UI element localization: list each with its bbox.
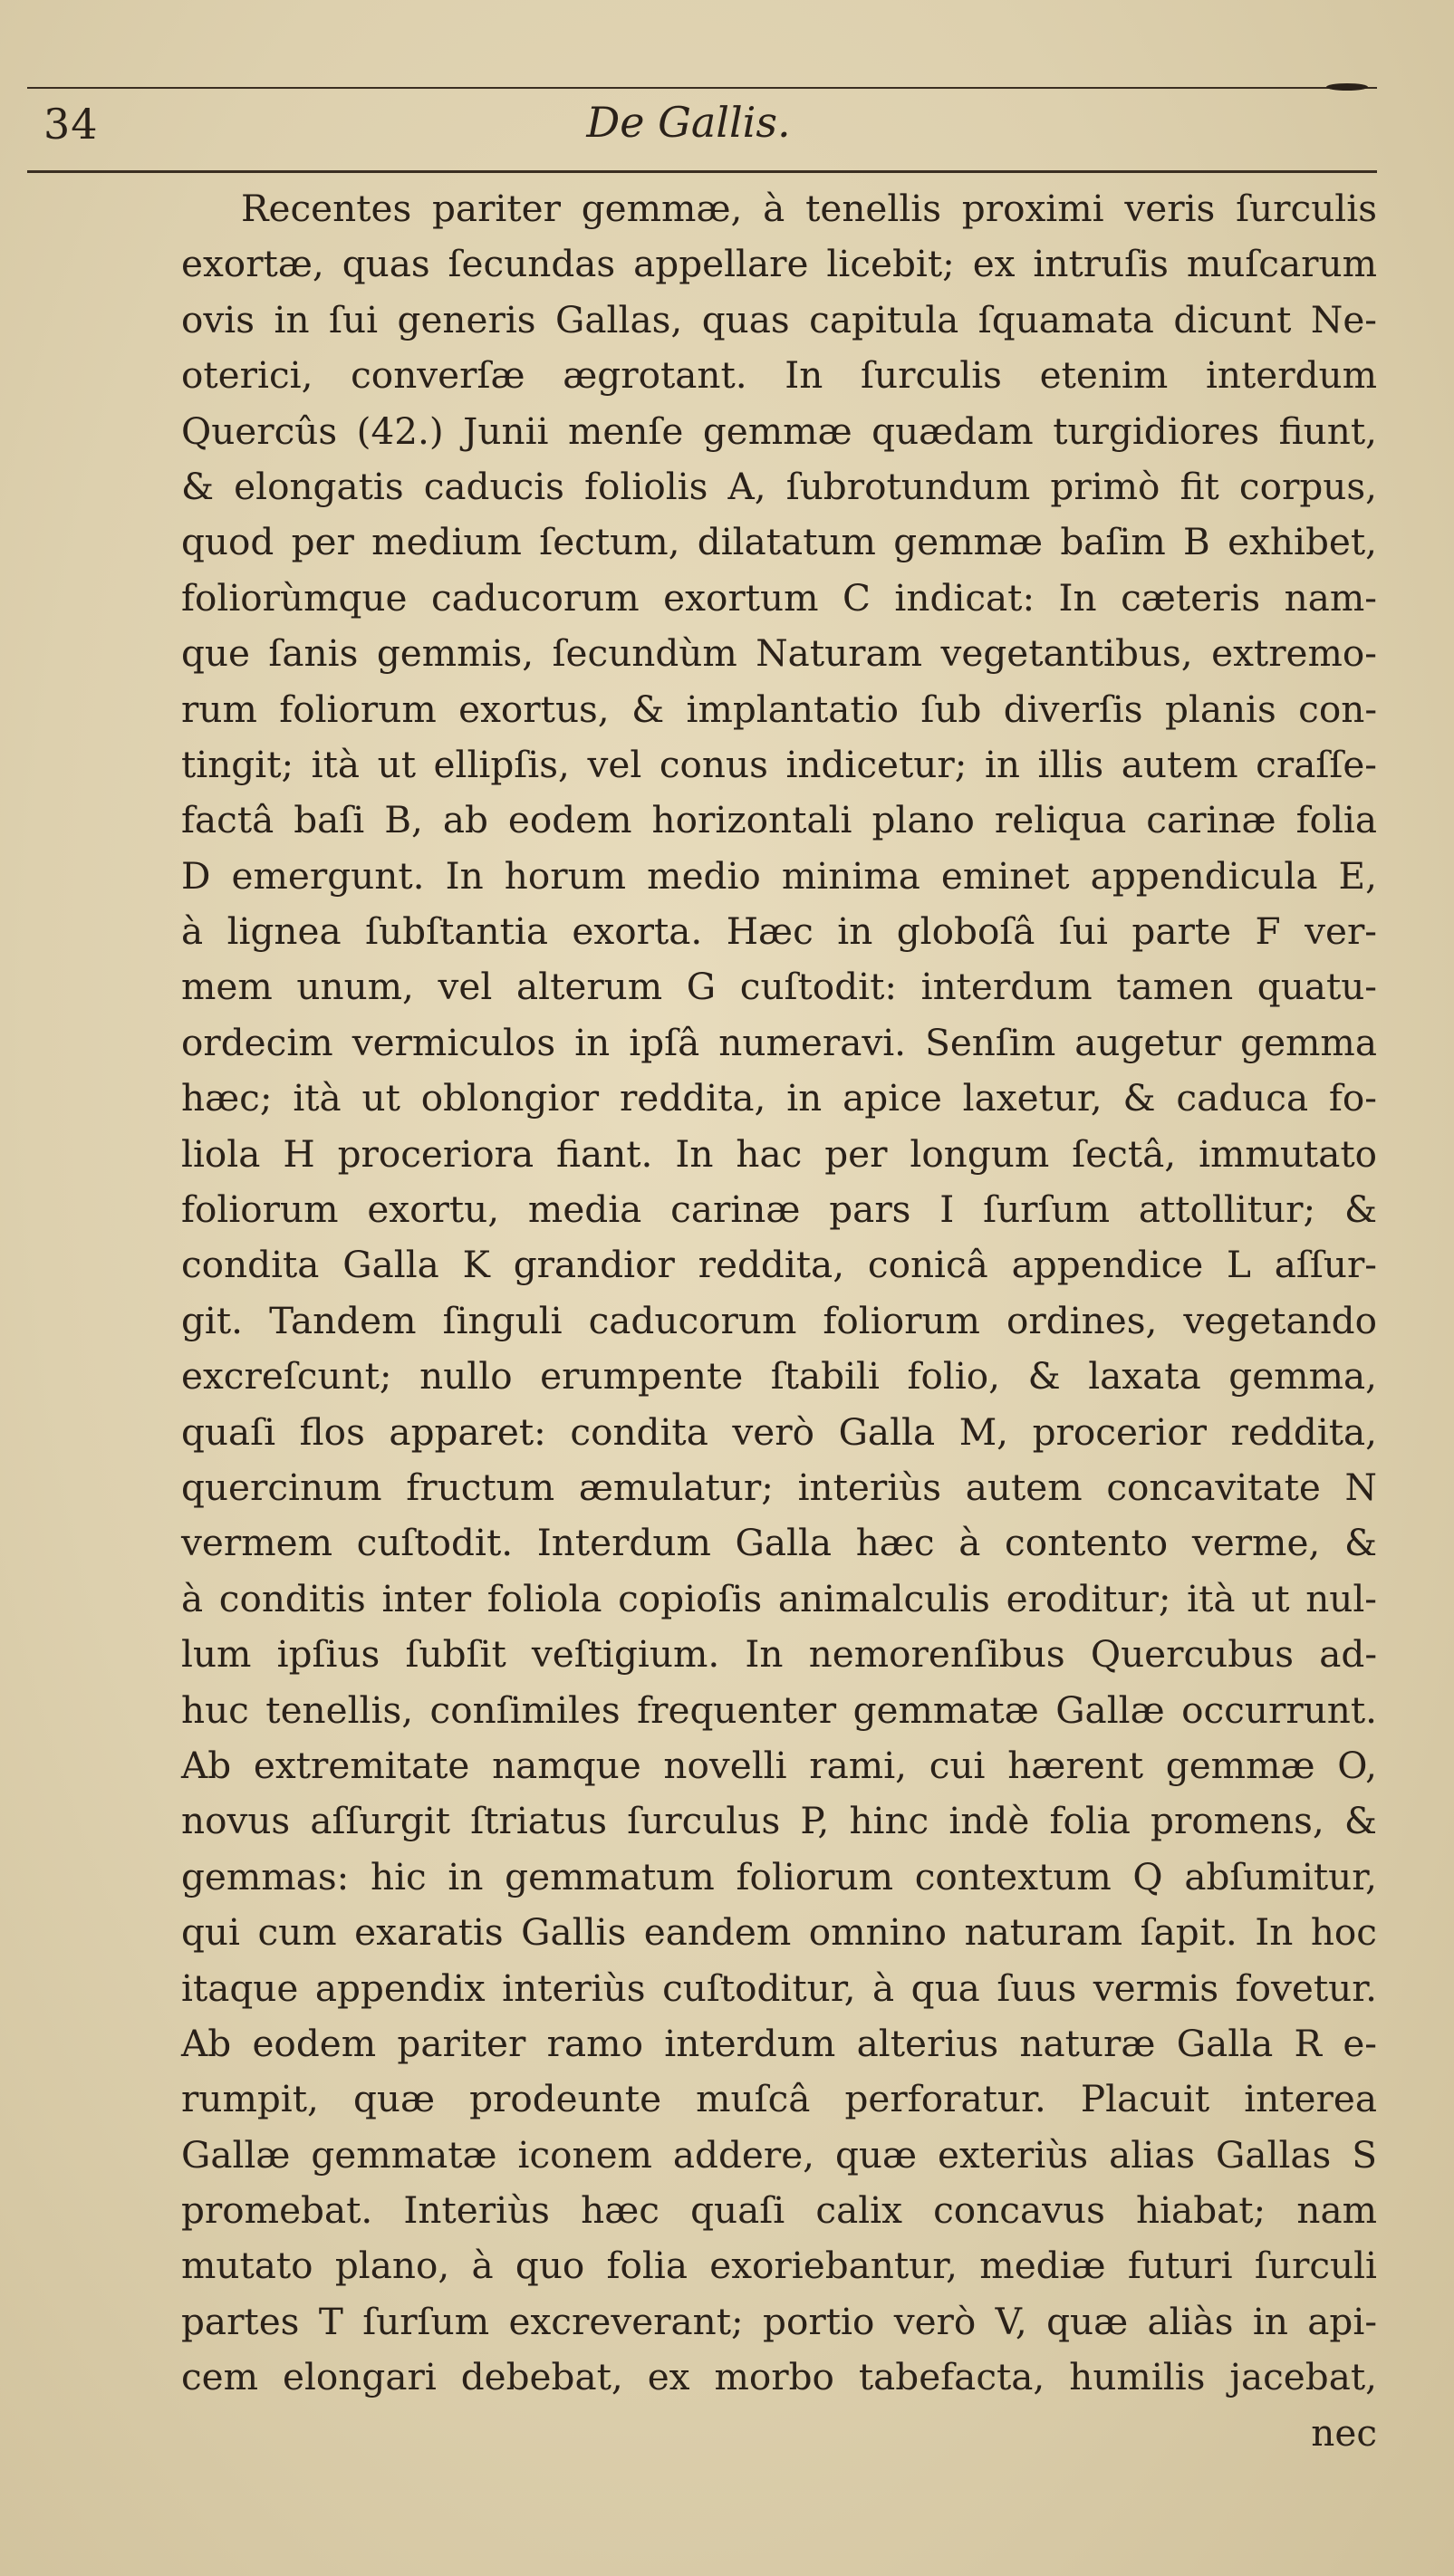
- text-line: que ſanis gemmis, ſecundùm Naturam vegetantibus, extremo-: [181, 631, 1377, 676]
- text-line: Quercûs (42.) Junii menſe gemmæ quædam turgidiores fiunt,: [181, 409, 1377, 453]
- text-line: condita Galla K grandior reddita, conicâ appendice L aſſur-: [181, 1243, 1377, 1287]
- text-line: excreſcunt; nullo erumpente ſtabili folio, & laxata gemma,: [181, 1354, 1377, 1399]
- text-line: rumpit, quæ prodeunte muſcâ perforatur. Placuit interea: [181, 2077, 1377, 2121]
- text-line: git. Tandem ſinguli caducorum foliorum ordines, vegetando: [181, 1298, 1377, 1342]
- page-header: [0, 94, 1454, 167]
- text-line: factâ baſi B, ab eodem horizontali plano reliqua carinæ folia: [181, 798, 1377, 842]
- text-line: quaſi flos apparet: condita verò Galla M, procerior reddita,: [181, 1409, 1377, 1454]
- text-line: ovis in ſui generis Gallas, quas capitula ſquamata dicunt Ne-: [181, 297, 1377, 341]
- text-line: D emergunt. In horum medio minima eminet appendicula E,: [181, 853, 1377, 898]
- header-rule-bottom: [27, 170, 1377, 173]
- page-number: 34: [43, 100, 99, 149]
- text-line: à lignea ſubſtantia exorta. Hæc in globoſâ ſui parte F ver-: [181, 909, 1377, 954]
- running-title: De Gallis.: [586, 98, 791, 147]
- text-line: lum ipſius ſubſit veſtigium. In nemorenſibus Quercubus ad-: [181, 1632, 1377, 1677]
- text-line: vermem cuſtodit. Interdum Galla hæc à contento verme, &: [181, 1521, 1377, 1565]
- text-line: quercinum fructum æmulatur; interiùs autem concavitate N: [181, 1465, 1377, 1509]
- text-line: Gallæ gemmatæ iconem addere, quæ exteriùs alias Gallas S: [181, 2132, 1377, 2177]
- text-line: hæc; ità ut oblongior reddita, in apice laxetur, & caduca fo-: [181, 1076, 1377, 1120]
- text-line: à conditis inter foliola copioſis animalculis eroditur; ità ut nul-: [181, 1576, 1377, 1620]
- body-text: [181, 181, 1377, 2461]
- text-line: tingit; ità ut ellipſis, vel conus indicetur; in illis autem craſſe-: [181, 742, 1377, 786]
- text-line: gemmas: hic in gemmatum foliorum contextum Q abſumitur,: [181, 1854, 1377, 1898]
- text-line: itaque appendix interiùs cuſtoditur, à qua ſuus vermis fovetur.: [181, 1966, 1377, 2010]
- text-line: & elongatis caducis foliolis A, ſubrotundum primò fit corpus,: [181, 464, 1377, 508]
- text-line: novus aſſurgit ſtriatus ſurculus P, hinc indè folia promens, &: [181, 1799, 1377, 1843]
- text-line: mutato plano, à quo folia exoriebantur, mediæ futuri ſurculi: [181, 2244, 1377, 2288]
- text-line: Ab extremitate namque novelli rami, cui hærent gemmæ O,: [181, 1743, 1377, 1787]
- text-line: exortæ, quas ſecundas appellare licebit; ex intruſis muſcarum: [181, 242, 1377, 286]
- text-line: qui cum exaratis Gallis eandem omnino naturam ſapit. In hoc: [181, 1910, 1377, 1955]
- text-line: oterici, converſæ ægrotant. In ſurculis etenim interdum: [181, 353, 1377, 398]
- text-line: liola H proceriora fiant. In hac per longum ſectâ, immutato: [181, 1131, 1377, 1176]
- text-line: Ab eodem pariter ramo interdum alterius naturæ Galla R e-: [181, 2021, 1377, 2065]
- text-line: Recentes pariter gemmæ, à tenellis proximi veris ſurculis: [241, 187, 1377, 230]
- text-line: mem unum, vel alterum G cuſtodit: interdum tamen quatu-: [181, 965, 1377, 1009]
- text-line: promebat. Interiùs hæc quaſi calix concavus hiabat; nam: [181, 2188, 1377, 2233]
- text-line: foliorum exortu, media carinæ pars I ſurſum attollitur; &: [181, 1187, 1377, 1232]
- text-line: foliorùmque caducorum exortum C indicat: In cæteris nam-: [181, 575, 1377, 620]
- text-line: huc tenellis, conſimiles frequenter gemmatæ Gallæ occurrunt.: [181, 1687, 1377, 1732]
- text-line: ordecim vermiculos in ipſâ numeravi. Senſim augetur gemma: [181, 1020, 1377, 1064]
- text-line: quod per medium ſectum, dilatatum gemmæ baſim B exhibet,: [181, 520, 1377, 564]
- text-line: rum foliorum exortus, & implantatio ſub diverſis planis con-: [181, 687, 1377, 731]
- header-rule-top: [27, 87, 1377, 89]
- text-line: partes T ſurſum excreverant; portio verò V, quæ aliàs in api-: [181, 2299, 1377, 2343]
- catchword: nec: [1311, 2410, 1377, 2455]
- text-line: cem elongari debebat, ex morbo tabefacta, humilis jacebat,: [181, 2355, 1377, 2399]
